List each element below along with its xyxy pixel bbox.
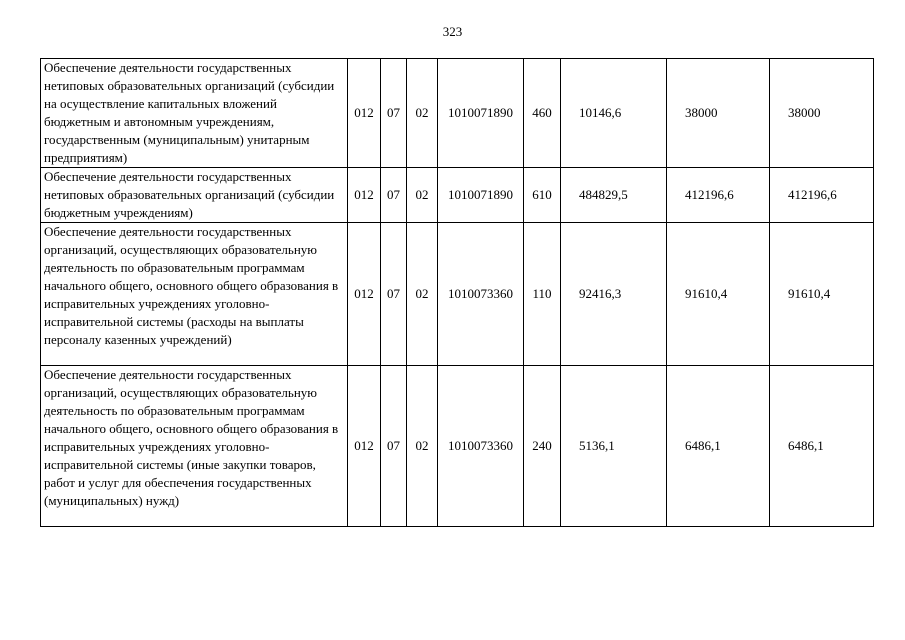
amount-year-1: 5136,1 bbox=[561, 366, 667, 527]
expense-description: Обеспечение деятельности государственных нетиповых образовательных организаций (субсидии на осуществление капитальных вложений бюджетным и автономным учреждениям, государственным (муниципальным) унитарным предприятиям) bbox=[41, 59, 348, 168]
target-article-code: 1010073360 bbox=[438, 366, 524, 527]
expense-type-code: 460 bbox=[524, 59, 561, 168]
table-row bbox=[41, 59, 874, 168]
amount-year-3: 38000 bbox=[770, 59, 874, 168]
section-code: 07 bbox=[381, 59, 407, 168]
expense-type-code: 110 bbox=[524, 223, 561, 366]
expense-type-code: 240 bbox=[524, 366, 561, 527]
table-row bbox=[41, 168, 874, 223]
expense-description: Обеспечение деятельности государственных организаций, осуществляющих образовательную деятельность по образовательным программам начального общего, основного общего образования в исправительных учреждениях уголовно-исправительной системы (расходы на выплаты персоналу казенных учреждений) bbox=[41, 223, 348, 366]
table-row bbox=[41, 366, 874, 527]
target-article-code: 1010073360 bbox=[438, 223, 524, 366]
expense-description: Обеспечение деятельности государственных нетиповых образовательных организаций (субсидии бюджетным учреждениям) bbox=[41, 168, 348, 223]
subsection-code: 02 bbox=[407, 223, 438, 366]
page-number: 323 bbox=[442, 24, 463, 39]
subsection-code: 02 bbox=[407, 168, 438, 223]
subsection-code: 02 bbox=[407, 366, 438, 527]
target-article-code: 1010071890 bbox=[438, 168, 524, 223]
amount-year-2: 91610,4 bbox=[667, 223, 770, 366]
section-code: 07 bbox=[381, 223, 407, 366]
amount-year-1: 92416,3 bbox=[561, 223, 667, 366]
subsection-code: 02 bbox=[407, 59, 438, 168]
amount-year-1: 484829,5 bbox=[561, 168, 667, 223]
expense-description: Обеспечение деятельности государственных организаций, осуществляющих образовательную деятельность по образовательным программам начального общего, основного общего образования в исправительных учреждениях уголовно-исправительной системы (иные закупки товаров, работ и услуг для обеспечения государственных (муниципальных) нужд) bbox=[41, 366, 348, 527]
amount-year-3: 412196,6 bbox=[770, 168, 874, 223]
target-article-code: 1010071890 bbox=[438, 59, 524, 168]
amount-year-3: 6486,1 bbox=[770, 366, 874, 527]
amount-year-2: 38000 bbox=[667, 59, 770, 168]
ministry-code: 012 bbox=[348, 366, 381, 527]
amount-year-1: 10146,6 bbox=[561, 59, 667, 168]
section-code: 07 bbox=[381, 366, 407, 527]
expense-type-code: 610 bbox=[524, 168, 561, 223]
amount-year-2: 412196,6 bbox=[667, 168, 770, 223]
amount-year-2: 6486,1 bbox=[667, 366, 770, 527]
amount-year-3: 91610,4 bbox=[770, 223, 874, 366]
table-row bbox=[41, 223, 874, 366]
budget-table bbox=[40, 58, 874, 527]
section-code: 07 bbox=[381, 168, 407, 223]
ministry-code: 012 bbox=[348, 223, 381, 366]
ministry-code: 012 bbox=[348, 59, 381, 168]
ministry-code: 012 bbox=[348, 168, 381, 223]
